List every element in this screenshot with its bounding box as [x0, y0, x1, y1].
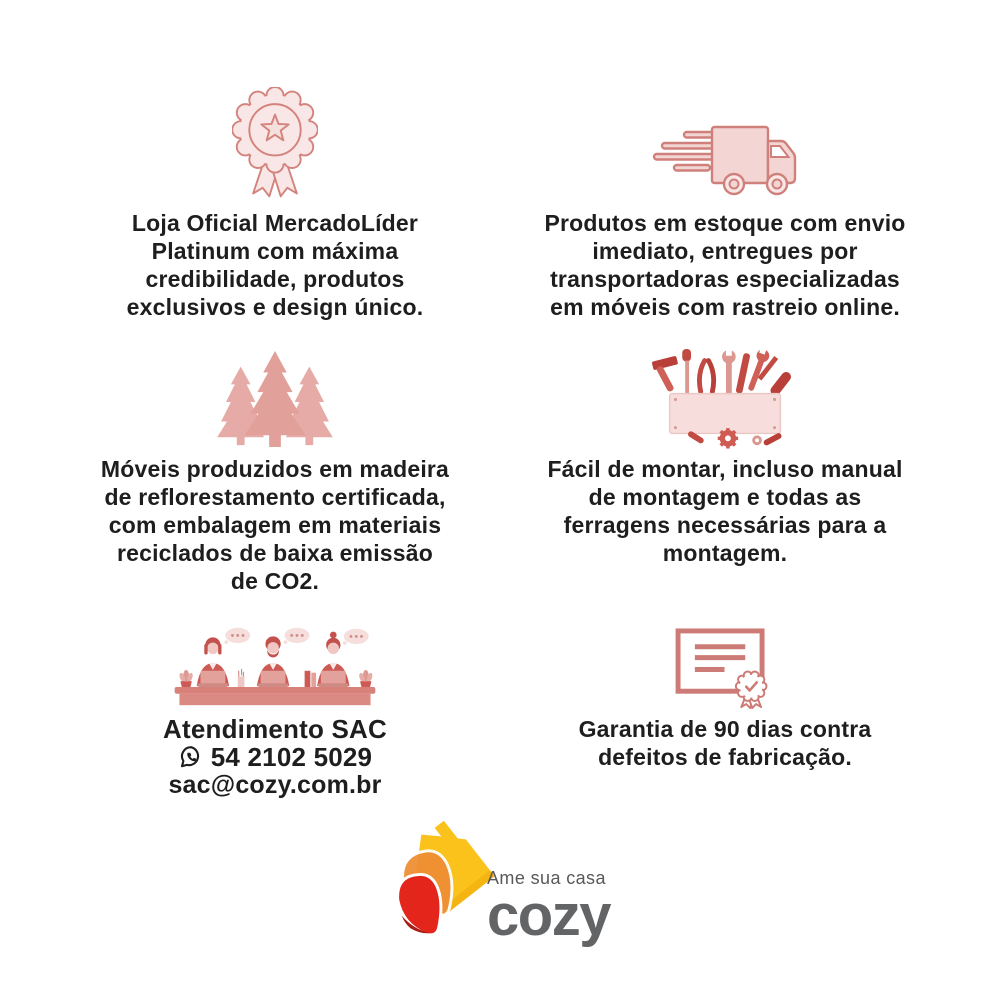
person-middle [257, 636, 289, 687]
support-team-icon [171, 623, 379, 709]
official-store-text [127, 209, 424, 321]
toolbox-icon-svg [640, 347, 810, 449]
toolbox-icon [640, 349, 810, 449]
text-line: de CO2. [230, 568, 320, 594]
section-shipping [500, 85, 950, 321]
sustainable-wood-text [101, 455, 449, 595]
section-easy-assembly [500, 349, 950, 595]
brand-text-block [487, 867, 610, 953]
shipping-text [544, 209, 905, 321]
brand-tagline: Ame sua casa [487, 867, 606, 888]
text-line: de reflorestamento certificada, [104, 484, 446, 510]
section-official-store [50, 85, 500, 321]
pine-trees-icon [211, 349, 339, 449]
text-line: montagem. [662, 540, 788, 566]
easy-assembly-text [547, 455, 902, 567]
award-medal-icon-svg [232, 87, 318, 203]
text-line: Garantia de 90 dias contra [578, 716, 872, 742]
text-line: credibilidade, produtos [145, 266, 405, 292]
text-line: com embalagem em materiais [108, 512, 442, 538]
sac-phone: 54 2102 5029 [210, 742, 373, 772]
text-line: transportadoras especializadas [550, 266, 900, 292]
text-line: em móveis com rastreio online. [550, 294, 900, 320]
text-line: Platinum com máxima [151, 238, 399, 264]
section-warranty [500, 623, 950, 799]
section-sustainable-wood [50, 349, 500, 595]
person-right [317, 632, 349, 687]
customer-service-text [163, 715, 387, 799]
sac-title: Atendimento SAC [163, 714, 387, 744]
text-line: defeitos de fabricação. [598, 744, 852, 770]
text-line: ferragens necessárias para a [563, 512, 887, 538]
text-line: Produtos em estoque com envio [544, 210, 906, 236]
text-line: reciclados de baixa emissão [116, 540, 434, 566]
text-line: Móveis produzidos em madeira [100, 456, 450, 482]
benefits-grid [50, 85, 950, 799]
brand-logo [0, 808, 1000, 953]
brand-name: cozy [487, 882, 610, 948]
sac-email: sac@cozy.com.br [168, 771, 382, 799]
text-line: imediato, entregues por [592, 238, 858, 264]
delivery-truck-icon [650, 85, 800, 203]
text-line: Fácil de montar, incluso manual [547, 456, 903, 482]
award-medal-icon [232, 85, 318, 203]
whatsapp-icon [178, 744, 204, 770]
text-line: de montagem e todas as [588, 484, 862, 510]
delivery-truck-icon-svg [650, 123, 800, 203]
support-team-icon-svg [171, 623, 379, 709]
text-line: Loja Oficial MercadoLíder [131, 210, 419, 236]
certificate-icon [673, 623, 777, 709]
person-left [197, 637, 229, 687]
pine-trees-icon-svg [211, 351, 339, 449]
certificate-icon-svg [673, 625, 777, 709]
warranty-text [579, 715, 872, 771]
sac-phone-line [163, 743, 387, 771]
text-line: exclusivos e design único. [126, 294, 424, 320]
section-customer-service [50, 623, 500, 799]
